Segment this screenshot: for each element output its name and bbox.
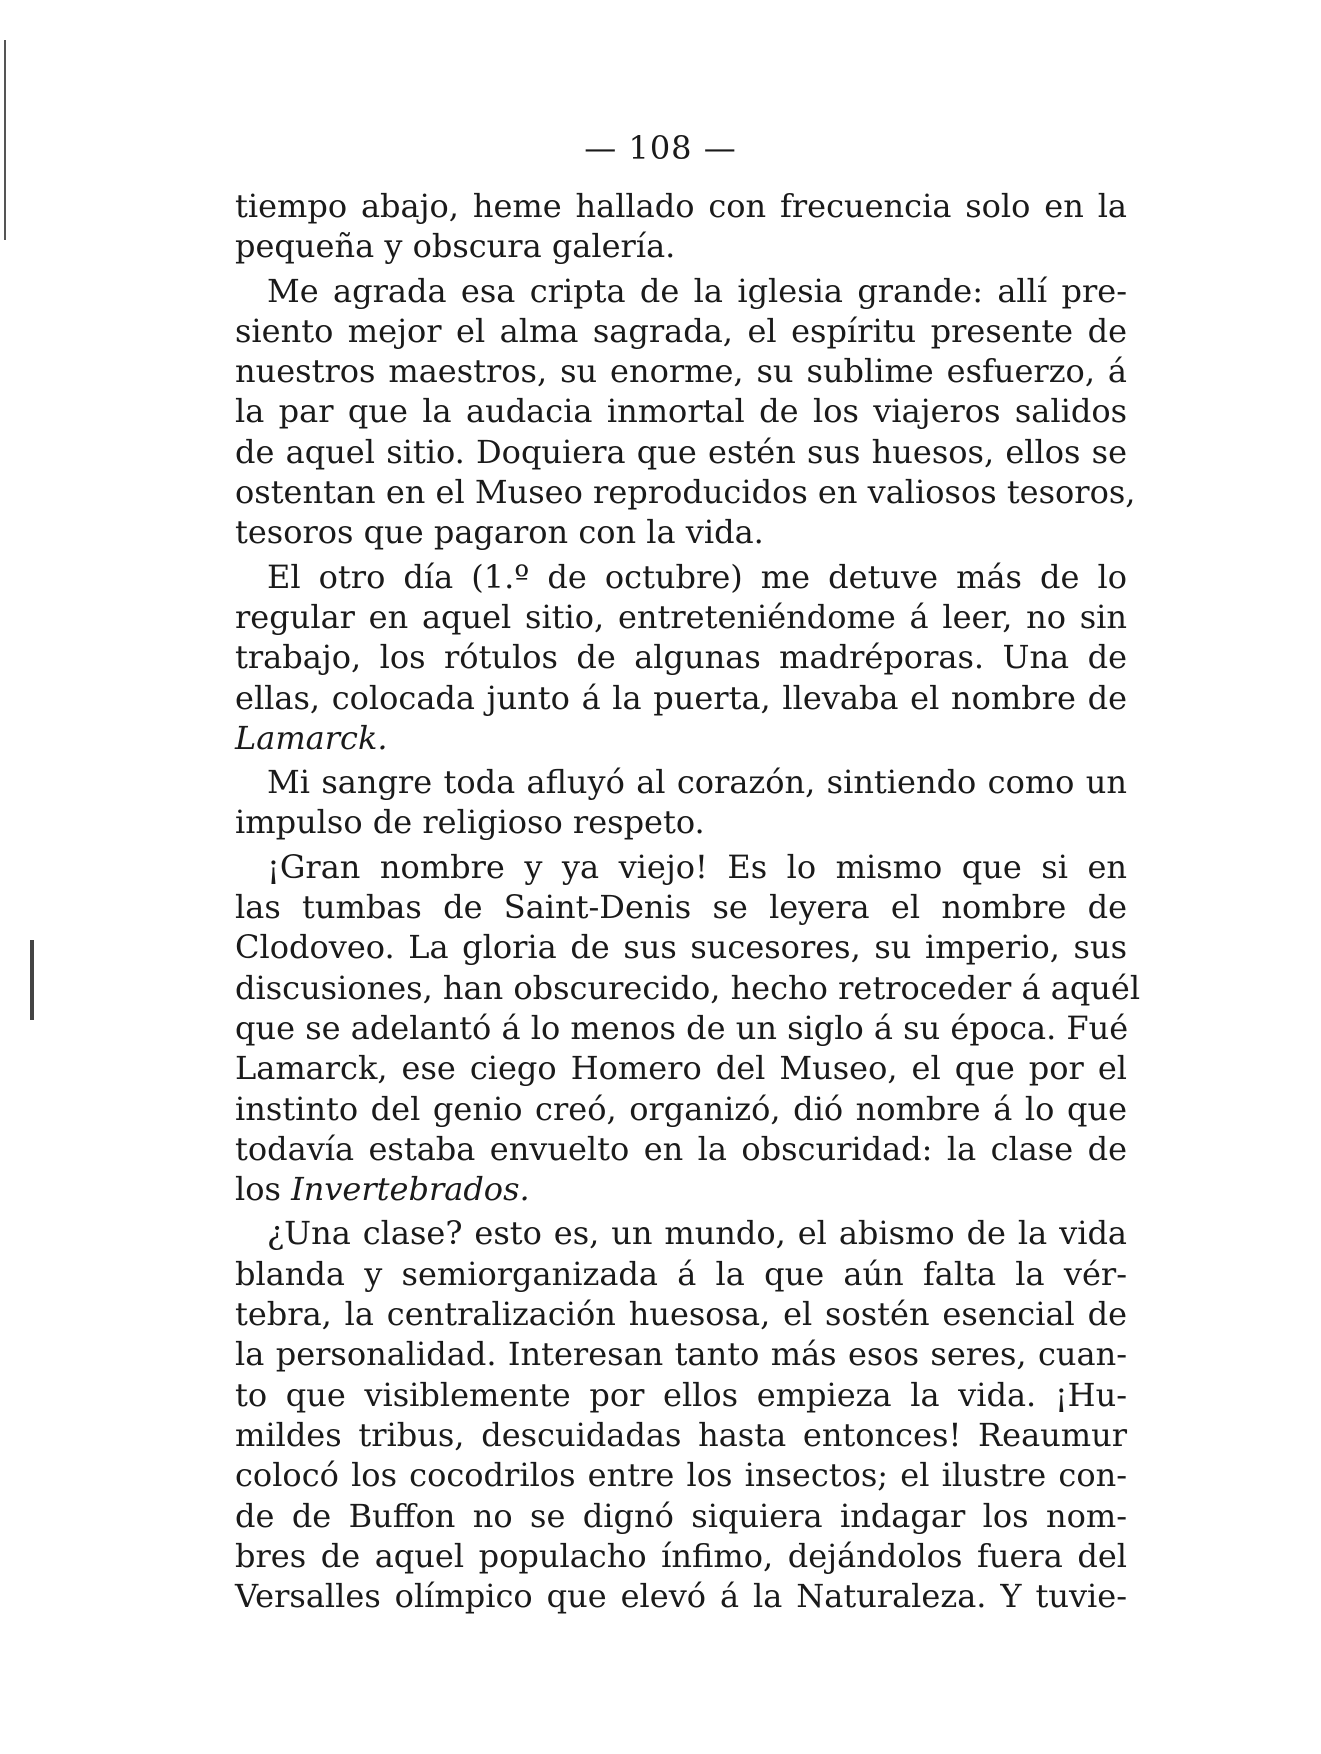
text-line: ¡Gran nombre y ya viejo! Es lo mismo que si en [267,847,1127,886]
text-line: ¿Una clase? esto es, un mundo, el abismo de la vida [267,1214,1127,1253]
text-line: las tumbas de Saint-Denis se leyera el nombre de [235,888,1127,927]
text-line: Me agrada esa cripta de la iglesia grande: allí pre- [267,271,1127,310]
text-line: ostentan en el Museo reproducidos en valiosos tesoros, [235,473,1136,512]
text-line: mildes tribus, descuidadas hasta entonces! Reaumur [235,1415,1127,1454]
text-line: bres de aquel populacho ínfimo, dejándolos fuera del [235,1536,1127,1575]
text-line: Mi sangre toda afluyó al corazón, sintiendo como un [267,763,1127,802]
text-line: todavía estaba envuelto en la obscuridad: la clase de [235,1129,1127,1168]
text-line [235,1169,1127,1209]
text-line: la par que la audacia inmortal de los viajeros salidos [235,392,1127,431]
text-line: to que visiblemente por ellos empieza la vida. ¡Hu- [235,1375,1127,1414]
italic-name-line: Lamarck. [235,718,388,757]
text-line: nuestros maestros, su enorme, su sublime esfuerzo, á [235,352,1127,391]
text-line: impulso de religioso respeto. [235,803,705,842]
paragraph [235,186,1127,267]
text-line: Lamarck, ese ciego Homero del Museo, el que por el [235,1049,1127,1088]
text-line: tiempo abajo, heme hallado con frecuencia solo en la [235,187,1127,225]
page-number: — 108 — [584,129,737,167]
text-line: tesoros que pagaron con la vida. [235,513,764,552]
text-line: El otro día (1.º de octubre) me detuve más de lo [267,557,1127,596]
paragraph [235,847,1141,1210]
text-line: pequeña y obscura galería. [235,227,676,266]
scan-edge-mark [30,940,34,1020]
text-line: tebra, la centralización huesosa, el sostén esencial de [235,1295,1127,1334]
paragraph [235,271,1136,553]
text-line: regular en aquel sitio, entreteniéndome á leer, no sin [235,597,1127,636]
paragraph [235,557,1127,758]
italic-term: Invertebrados. [291,1170,530,1209]
text-line: blanda y semiorganizada á la que aún falta la vér- [235,1254,1127,1293]
text-line: siento mejor el alma sagrada, el espíritu presente de [235,311,1127,350]
text-line: instinto del genio creó, organizó, dió nombre á lo que [235,1089,1127,1128]
text-line: discusiones, han obscurecido, hecho retroceder á aquél [235,968,1141,1007]
text-line: que se adelantó á lo menos de un siglo á su época. Fué [235,1008,1129,1047]
text-line: Clodoveo. La gloria de sus sucesores, su imperio, sus [235,928,1127,967]
text-fragment: los [235,1170,292,1209]
text-line: de aquel sitio. Doquiera que estén sus huesos, ellos se [235,432,1127,471]
paragraph [235,1213,1127,1616]
text-line: trabajo, los rótulos de algunas madréporas. Una de [235,638,1127,677]
text-line: de de Buffon no se dignó siquiera indagar los nom- [235,1496,1127,1535]
text-line: ellas, colocada junto á la puerta, llevaba el nombre de [235,678,1127,717]
text-line: Versalles olímpico que elevó á la Naturaleza. Y tuvie- [235,1577,1127,1616]
body-text [235,186,1141,1616]
paragraph [235,762,1127,843]
text-line: colocó los cocodrilos entre los insectos; el ilustre con- [235,1456,1127,1495]
text-line: la personalidad. Interesan tanto más esos seres, cuan- [235,1335,1127,1374]
